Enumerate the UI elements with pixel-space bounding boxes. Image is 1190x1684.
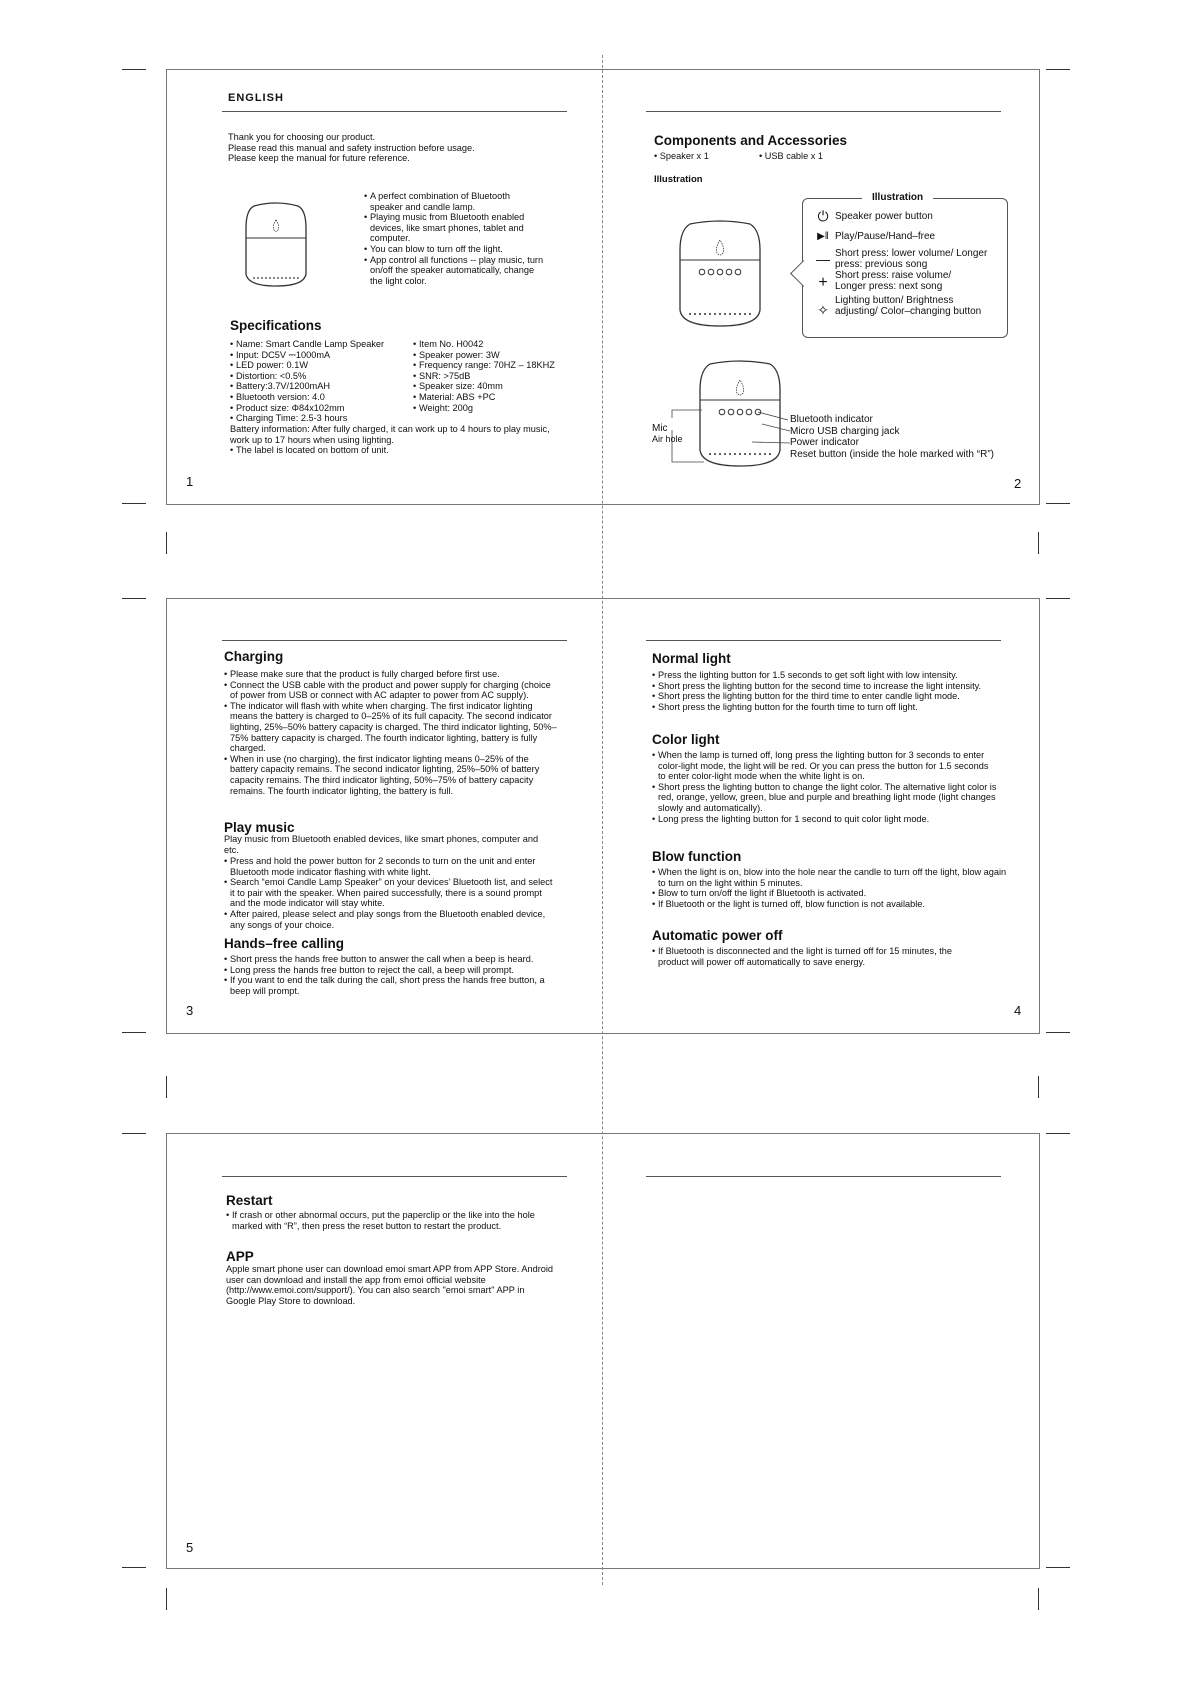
header-rule (222, 111, 567, 112)
mic-label: Mic (652, 423, 668, 434)
header-rule (222, 1176, 567, 1177)
power-indicator-label: Power indicator (790, 437, 859, 448)
restart-list: • If crash or other abnormal occurs, put the paperclip or the like into the hole marked with “R”, then press the reset button to restart the product. (226, 1210, 556, 1231)
crop-mark (122, 1032, 146, 1033)
normal-light-list: • Press the lighting button for 1.5 seconds to get soft light with low intensity. • Short press the lighting button for the second time to increase the light intensity. • Short press the lighting button for the third time to enter candle light mode. • Short press the lighting button for the fourth time to turn off light. (652, 670, 1007, 712)
crop-mark (1038, 1588, 1039, 1610)
charging-heading: Charging (224, 649, 284, 664)
page-number: 3 (186, 1003, 194, 1018)
crop-mark (1046, 1133, 1070, 1134)
crop-mark (1046, 1032, 1070, 1033)
crop-mark (1046, 598, 1070, 599)
crop-mark (1046, 69, 1070, 70)
spec-list-left: • Name: Smart Candle Lamp Speaker • Input: DC5V ⎓1000mA • LED power: 0.1W • Distortion: <0.5% • Battery:3.7V/1200mAH • Bluetooth version: 4.0 • Product size: Φ84x102mm • Charging Time: 2.5-3 hours (230, 339, 384, 424)
reset-button-label: Reset button (inside the hole marked with “R”) (790, 449, 994, 460)
restart-heading: Restart (226, 1193, 273, 1208)
page-number: 2 (1014, 476, 1022, 491)
plus-icon: + (818, 274, 828, 291)
charging-list: • Please make sure that the product is fully charged before first use. • Connect the USB cable with the product and power supply for charging (choice of power from USB or connect with AC adapter to power from AC supply). • The indicator will flash with white when charging. The first indicator lighting means the battery is charged to 0–25% of its full capacity. The second indicator lighting, 25%–50% battery capacity is charged. The third indicator lighting, 50%–75% battery capacity is charged. The fourth indicator lighting, battery is fully charged. • When in use (no charging), the first indicator lighting means 0–25% of the battery capacity remains. The second indicator lighting, 25%–50% of battery capacity remains. The third indicator lighting, 50%–75% of battery capacity remains. The fourth indicator lighting, the battery is full. (224, 669, 559, 796)
light-bulb-icon: ✧ (817, 302, 829, 318)
play-music-intro: Play music from Bluetooth enabled devices, like smart phones, computer and etc. (224, 834, 539, 855)
page-number: 1 (186, 474, 194, 489)
crop-mark (166, 1588, 167, 1610)
normal-light-heading: Normal light (652, 651, 731, 666)
battery-info: Battery information: After fully charged, it can work up to 4 hours to play music, work up to 17 hours when using lighting. (230, 424, 550, 445)
color-light-heading: Color light (652, 732, 720, 747)
volume-up-desc: Short press: raise volume/ Longer press: next song (835, 270, 952, 292)
speaker-illustration (244, 200, 308, 288)
crop-mark (122, 598, 146, 599)
play-pause-desc: Play/Pause/Hand–free (835, 231, 936, 242)
crop-mark (122, 69, 146, 70)
crop-mark (166, 1076, 167, 1098)
page-number: 5 (186, 1540, 194, 1555)
play-pause-icon: ▶ǁ (817, 231, 829, 242)
crop-mark (122, 1133, 146, 1134)
auto-power-off-list: • If Bluetooth is disconnected and the light is turned off for 15 minutes, the product will power off automatically to save energy. (652, 946, 982, 967)
color-light-list: • When the lamp is turned off, long press the lighting button for 3 seconds to enter color-light mode, the light will be red. Or you can press the button for 1.5 seconds to enter color-light mode when the white light is on. • Short press the lighting button to change the light color. The alternative light color is red, orange, yellow, green, blue and purple and breathing light mode (light changes slowly and automatically). • Long press the lighting button for 1 second to quit color light mode. (652, 750, 997, 824)
crop-mark (1038, 1076, 1039, 1098)
crop-mark (166, 532, 167, 554)
intro-text: Thank you for choosing our product. Please read this manual and safety instruction before usage. Please keep the manual for future reference. (228, 132, 475, 164)
app-heading: APP (226, 1249, 254, 1264)
header-rule (646, 111, 1001, 112)
auto-power-off-heading: Automatic power off (652, 928, 783, 943)
page-number: 4 (1014, 1003, 1022, 1018)
crop-mark (1038, 532, 1039, 554)
crop-mark (122, 503, 146, 504)
play-music-heading: Play music (224, 820, 295, 835)
header-rule-blank-page (646, 1176, 1001, 1177)
air-hole-label: Air hole (652, 434, 683, 444)
crop-mark (122, 1567, 146, 1568)
fold-line (602, 55, 603, 1585)
hands-free-list: • Short press the hands free button to answer the call when a beep is heard. • Long press the hands free button to reject the call, a beep will prompt. • If you want to end the talk during the call, short press the hands free button, a beep will prompt. (224, 954, 559, 996)
bluetooth-indicator-label: Bluetooth indicator (790, 414, 873, 425)
specifications-heading: Specifications (230, 318, 322, 333)
power-button-desc: Speaker power button (835, 211, 933, 222)
blow-function-list: • When the light is on, blow into the hole near the candle to turn off the light, blow again to turn on the light within 5 minutes. • Blow to turn on/off the light if Bluetooth is activated. • If Bluetooth or the light is turned off, blow function is not available. (652, 867, 1007, 909)
illustration-label: Illustration (654, 174, 703, 185)
components-heading: Components and Accessories (654, 133, 848, 148)
header-rule (222, 640, 567, 641)
feature-list: • A perfect combination of Bluetooth speaker and candle lamp. • Playing music from Bluetooth enabled devices, like smart phones, tablet and computer. • You can blow to turn off the light. • App control all functions -- play music, turn on/off the speaker automatically, change the light color. (364, 191, 544, 286)
sheet-3-frame (166, 1133, 1040, 1569)
play-music-list: • Press and hold the power button for 2 seconds to turn on the unit and enter Bluetooth mode indicator flashing with white light. • Search “emoi Candle Lamp Speaker” on your devices’ Bluetooth list, and select it to pair with the speaker. When paired successfully, there is a sound prompt and the mode indicator will stay white. • After paired, please select and play songs from the Bluetooth enabled device, any songs of your choice. (224, 856, 559, 930)
crop-mark (1046, 1567, 1070, 1568)
minus-icon: — (816, 251, 830, 267)
crop-mark (1046, 503, 1070, 504)
lighting-button-desc: Lighting button/ Brightness adjusting/ Color–changing button (835, 295, 982, 317)
language-heading: ENGLISH (228, 92, 284, 104)
header-rule (646, 640, 1001, 641)
power-icon: ⏻ (817, 208, 829, 224)
hands-free-heading: Hands–free calling (224, 936, 345, 951)
callout-title: Illustration (862, 192, 933, 203)
usb-jack-label: Micro USB charging jack (790, 426, 900, 437)
app-text: Apple smart phone user can download emoi smart APP from APP Store. Android user can download and install the app from emoi official website (http://www.emoi.com/support/). You can also search "emoi smart" APP in Google Play Store to download. (226, 1264, 554, 1306)
speaker-front-illustration (678, 218, 762, 328)
label-note: • The label is located on bottom of unit. (230, 445, 389, 456)
spec-list-right: • Item No. H0042 • Speaker power: 3W • Frequency range: 70HZ – 18KHZ • SNR: >75dB • Speaker size: 40mm • Material: ABS +PC • Weight: 200g (413, 339, 555, 413)
blow-function-heading: Blow function (652, 849, 742, 864)
volume-down-desc: Short press: lower volume/ Longer press: previous song (835, 248, 988, 270)
